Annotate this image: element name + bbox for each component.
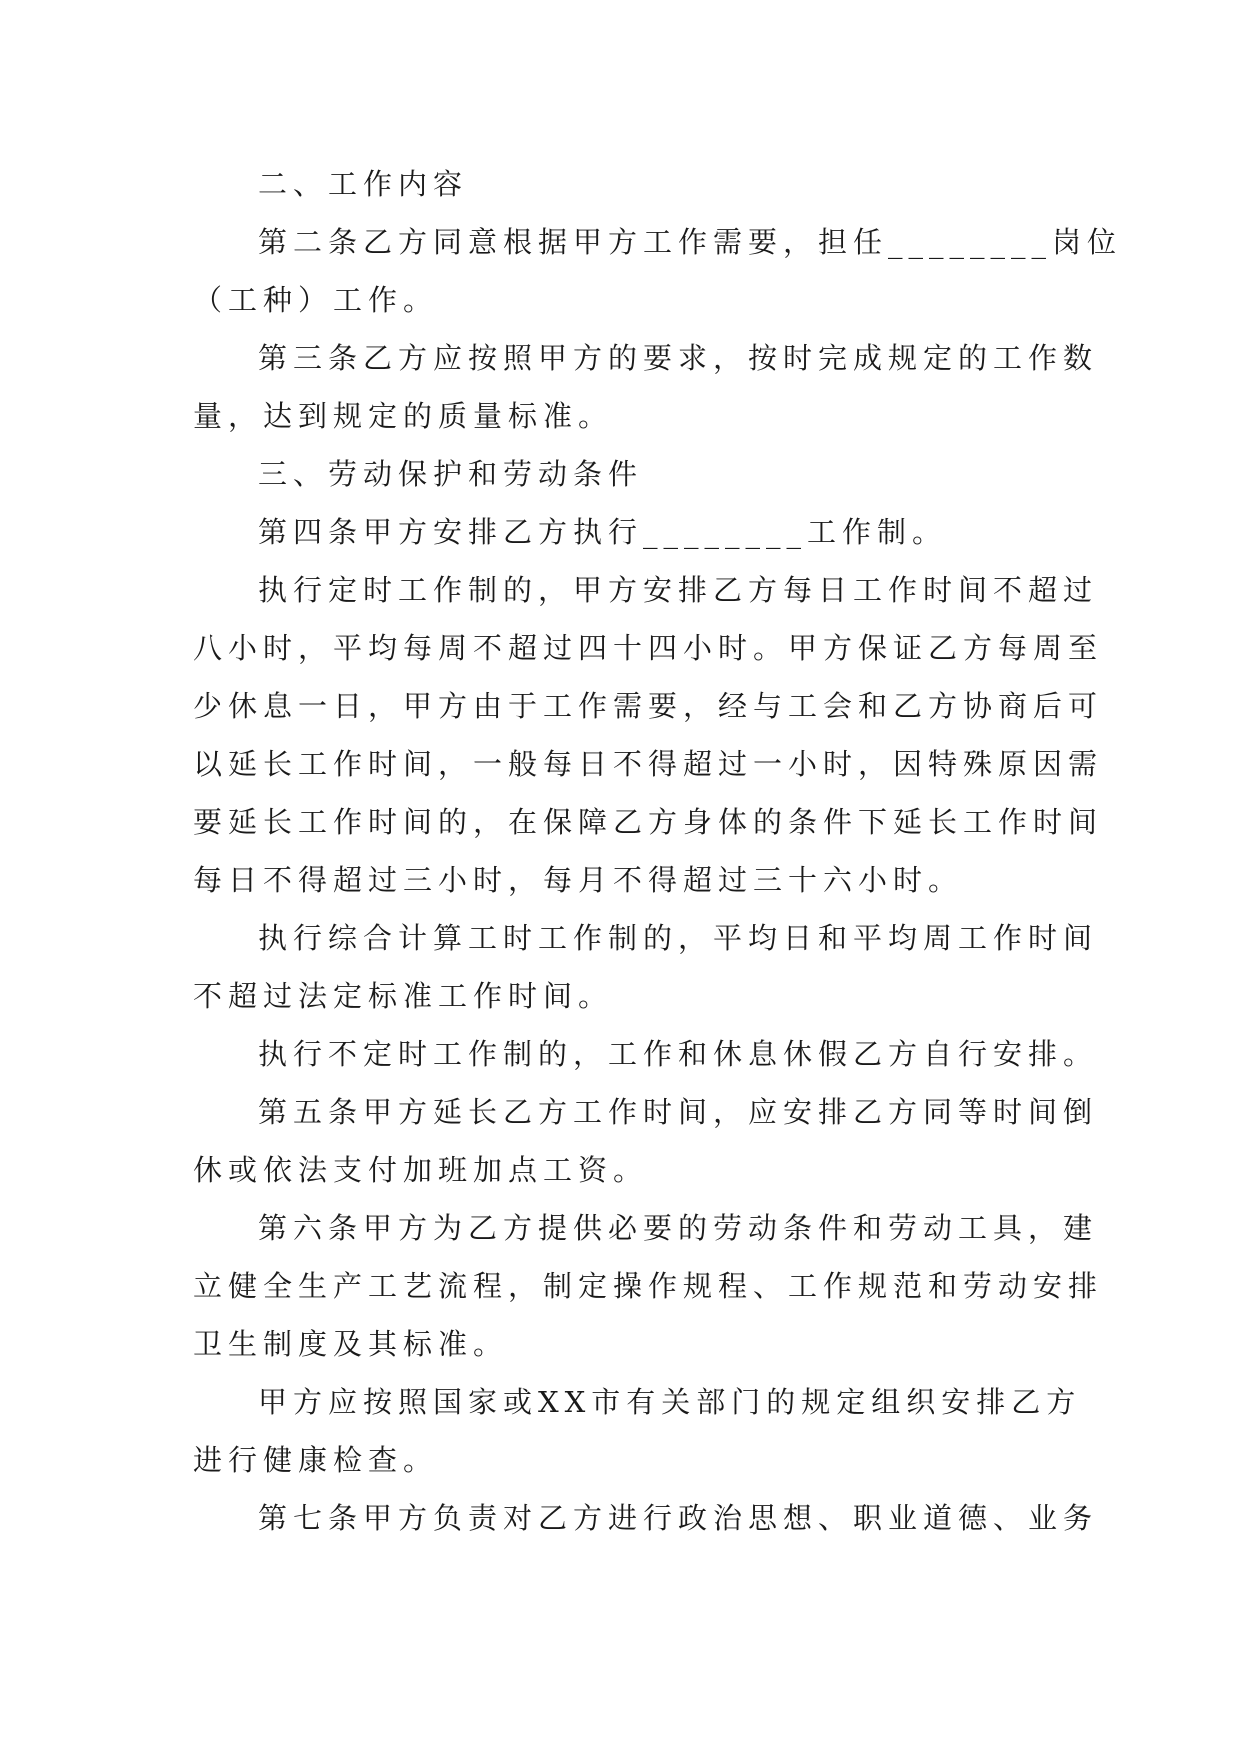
article-6-line-2: 立健全生产工艺流程，制定操作规程、工作规范和劳动安排 [193,1269,1104,1303]
fixed-hours-paragraph-line-6: 每日不得超过三小时，每月不得超过三十六小时。 [193,863,964,897]
fixed-hours-paragraph-line-3: 少休息一日，甲方由于工作需要，经与工会和乙方协商后可 [193,689,1104,723]
article-5-line-2: 休或依法支付加班加点工资。 [193,1153,649,1187]
comprehensive-hours-line-1: 执行综合计算工时工作制的，平均日和平均周工作时间 [258,921,1099,955]
article-5-line-1: 第五条甲方延长乙方工作时间，应安排乙方同等时间倒 [258,1095,1099,1129]
fixed-hours-paragraph-line-5: 要延长工作时间的，在保障乙方身体的条件下延长工作时间 [193,805,1104,839]
article-6-line-3: 卫生制度及其标准。 [193,1327,509,1361]
fixed-hours-paragraph-line-4: 以延长工作时间，一般每日不得超过一小时，因特殊原因需 [193,747,1104,781]
article-4-line-1: 第四条甲方安排乙方执行________工作制。 [258,515,948,549]
flexible-hours-line: 执行不定时工作制的，工作和休息休假乙方自行安排。 [258,1037,1099,1071]
comprehensive-hours-line-2: 不超过法定标准工作时间。 [193,979,614,1013]
fixed-hours-paragraph-line-2: 八小时，平均每周不超过四十四小时。甲方保证乙方每周至 [193,631,1104,665]
article-2-line-2: （工种）工作。 [193,283,439,317]
article-2-line-1: 第二条乙方同意根据甲方工作需要，担任________岗位 [258,225,1123,259]
section-heading-work-content: 二、工作内容 [258,167,469,201]
section-heading-labor-protection: 三、劳动保护和劳动条件 [258,457,644,491]
health-check-line-1: 甲方应按照国家或XX市有关部门的规定组织安排乙方 [258,1385,1082,1419]
article-3-line-2: 量，达到规定的质量标准。 [193,399,614,433]
fixed-hours-paragraph-line-1: 执行定时工作制的，甲方安排乙方每日工作时间不超过 [258,573,1099,607]
article-6-line-1: 第六条甲方为乙方提供必要的劳动条件和劳动工具，建 [258,1211,1099,1245]
health-check-line-2: 进行健康检查。 [193,1443,439,1477]
article-7-line-1: 第七条甲方负责对乙方进行政治思想、职业道德、业务 [258,1501,1099,1535]
article-3-line-1: 第三条乙方应按照甲方的要求，按时完成规定的工作数 [258,341,1099,375]
